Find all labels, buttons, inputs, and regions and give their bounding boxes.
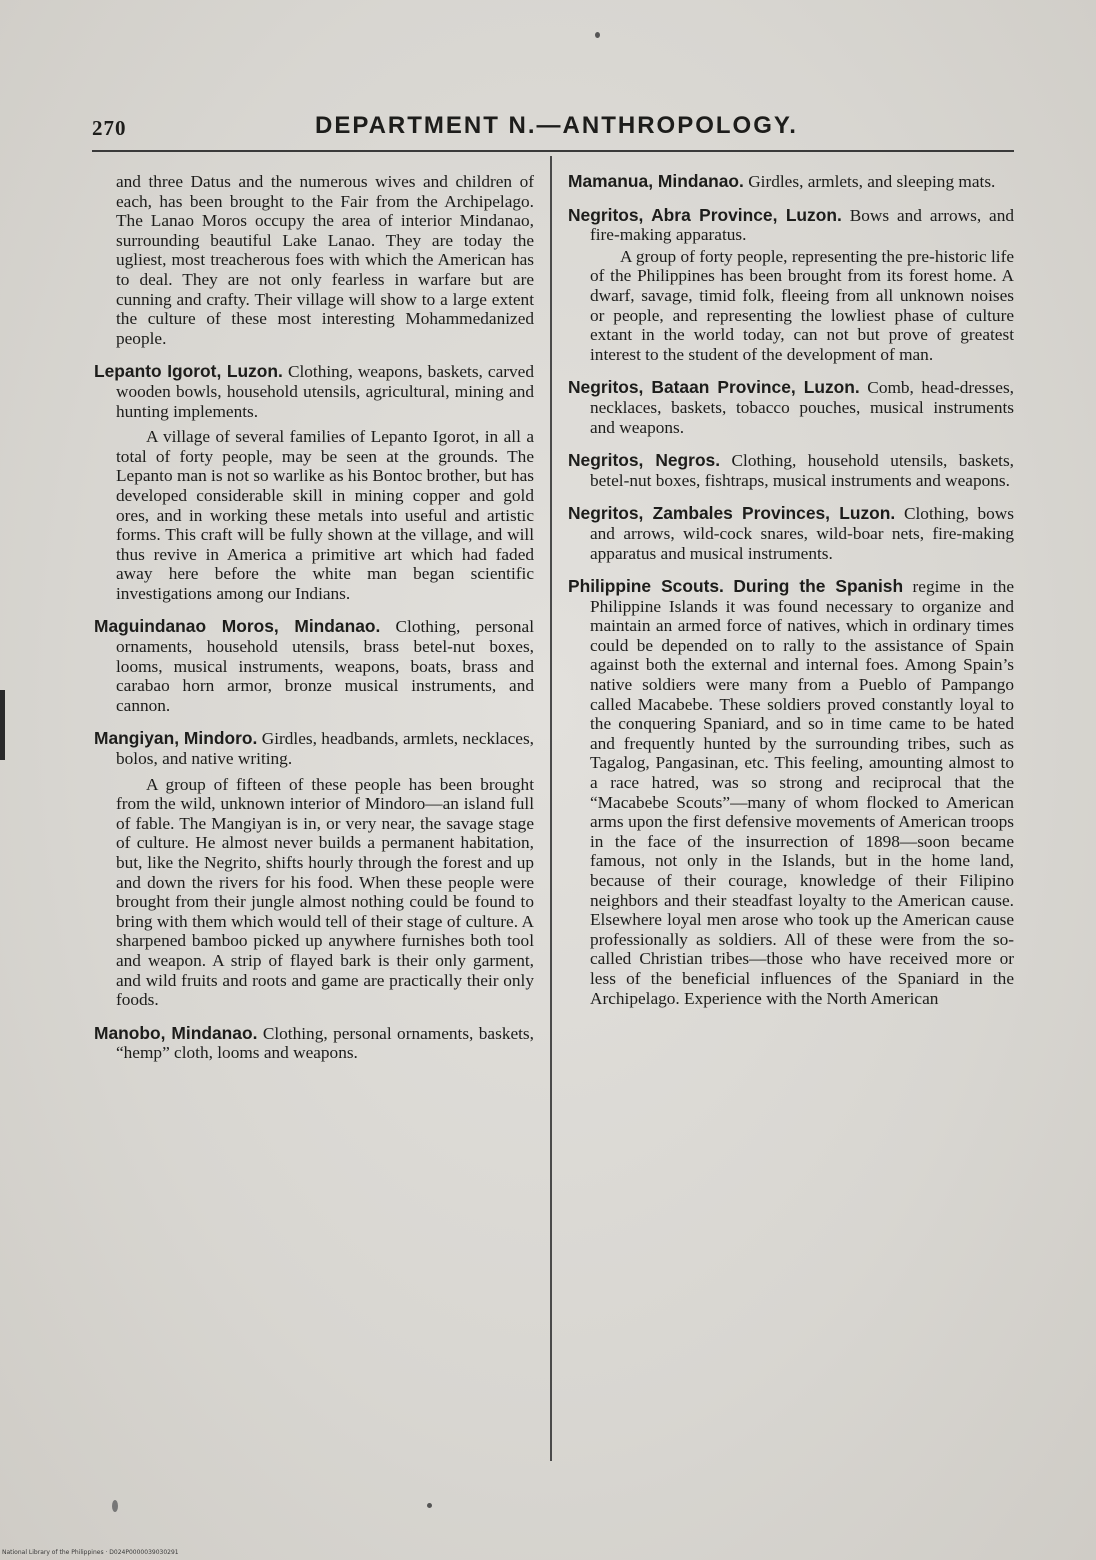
- digitization-credit: National Library of the Philippines · D024P0000039030291: [2, 1549, 179, 1556]
- scan-edge-mark: [0, 690, 5, 760]
- scan-speck: [595, 32, 600, 38]
- entry-paragraph: A group of forty people, representing the pre-historic life of the Philippines has been brought from its forest home. A dwarf, savage, timid folk, fleeing from all unknown noises or people, and representing the lowliest phase of culture extant in the world today, can not but prove of greatest interest to the student of the development of man.: [590, 246, 1014, 364]
- entry-heading: Manobo, Mindanao.: [94, 1022, 258, 1043]
- catalog-entry-philippine-scouts: [568, 577, 1014, 1008]
- intro-text: and three Datus and the numerous wives and children of each, has been brought to the Fair from the Archipelago. The Lanao Moros occupy the area of interior Mindanao, surrounding beautiful Lake Lanao. They are today the ugliest, most treacherous foes with which the American has to deal. They are not only fearless in warfare but are cunning and crafty. Their village will show to a large extent the culture of these most interesting Mohammedanized people.: [116, 172, 534, 348]
- catalog-entry-negritos-bataan: [568, 378, 1014, 437]
- column-divider: [550, 156, 552, 1461]
- entry-heading: Negritos, Abra Province, Luzon.: [568, 204, 842, 225]
- entry-text: Girdles, armlets, and sleeping mats.: [748, 172, 996, 191]
- intro-paragraph: [94, 172, 534, 348]
- catalog-entry-lepanto: [94, 362, 534, 603]
- entry-text: During the Spanish regime in the Philippine Islands it was found necessary to organize and maintain an armed force of natives, which in ordinary times could be depended on to rally to the assistance of Spain against both the external and internal foes. Among Spain’s native soldiers were many from a Pueblo of Pampango called Macabebe. These soldiers proved constantly loyal to the conquering Spaniard, and so in time came to be hated and frequently hunted by the surrounding tribes, such as Tagalog, Pangasinan, etc. This feeling, amounting almost to a race hatred, was so strong and reciprocal that the “Macabebe Scouts”—many of whom flocked to American arms upon the first defensive movements of American troops in the face of the insurrection of 1898—soon became famous, not only in the Islands, but in the home land, because of their courage, knowledge of their Filipino neighbors and their steadfast loyalty to the American cause. Elsewhere loyal men arose who took up the American cause professionally as soldiers. All of these were from the so-called Christian tribes—those who have received more or less of the beneficial influences of the Spaniard in the Archipelago. Experience with the North American: [590, 576, 1015, 1008]
- catalog-entry-manobo: [94, 1024, 534, 1063]
- entry-heading: Lepanto Igorot, Luzon.: [94, 361, 283, 382]
- entry-heading: Negritos, Zambales Provinces, Luzon.: [568, 503, 896, 524]
- entry-heading: Mangiyan, Mindoro.: [94, 728, 258, 749]
- entry-heading: Mamanua, Mindanao.: [568, 171, 744, 191]
- catalog-entry-mamanua: [568, 172, 1014, 192]
- entry-heading: Maguindanao Moros, Mindanao.: [94, 616, 381, 637]
- catalog-entry-maguindanao: [94, 617, 534, 715]
- entry-text: Clothing, household utensils, baskets, betel-nut boxes, fishtraps, musical instruments and weapons.: [590, 451, 1014, 490]
- entry-heading: Philippine Scouts.: [568, 576, 724, 597]
- entry-heading: Negritos, Negros.: [568, 450, 721, 471]
- scan-speck: [112, 1500, 118, 1512]
- entry-text: Clothing, weapons, baskets, carved wooden bowls, household utensils, agricultural, mining and hunting implements.: [116, 362, 534, 421]
- entry-text: Clothing, personal ornaments, baskets, “hemp” cloth, looms and weapons.: [116, 1023, 534, 1063]
- right-column: [568, 172, 1014, 1022]
- catalog-entry-mangiyan: [94, 729, 534, 1009]
- entry-text: Comb, head-dresses, necklaces, baskets, tobacco pouches, musical instruments and weapons.: [590, 378, 1014, 437]
- entry-paragraph: A group of fifteen of these people has been brought from the wild, unknown interior of Mindoro—an island full of fable. The Mangiyan is in, or very near, the savage stage of culture. He almost never builds a permanent habitation, but, like the Negrito, shifts hourly through the forest and up and down the rivers for his food. When these people were brought from their jungle almost nothing could be found to bring with them which would tell of their stage of culture. A sharpened bamboo picked up anywhere furnishes both tool and weapon. A strip of flayed bark is their only garment, and wild fruits and roots and game are practically their only foods.: [116, 774, 534, 1010]
- entry-text: Clothing, personal ornaments, household utensils, brass betel-nut boxes, looms, musical instruments, weapons, boats, brass and carabao horn armor, bronze musical instruments, and cannon.: [116, 617, 534, 715]
- entry-heading: Negritos, Bataan Province, Luzon.: [568, 377, 860, 398]
- catalog-entry-negritos-zambales: [568, 504, 1014, 563]
- catalog-entry-negritos-negros: [568, 451, 1014, 490]
- page-header: [90, 112, 1020, 146]
- entry-paragraph: A village of several families of Lepanto Igorot, in all a total of forty people, may be seen at the grounds. The Lepanto man is not so warlike as his Bontoc brother, but has developed considerable skill in mining copper and gold ores, and in working these metals into useful and artistic forms. This craft will be fully shown at the village, and will thus revive in America a primitive art which had faded away here before the white man began scientific investigations among our Indians.: [116, 427, 534, 603]
- left-column: [94, 172, 534, 1077]
- header-rule: [92, 150, 1014, 152]
- entry-text-lead: During the Spanish: [733, 576, 904, 597]
- entry-text: Bows and arrows, and fire-making apparatus.: [590, 205, 1014, 245]
- running-title: DEPARTMENT N.—ANTHROPOLOGY.: [315, 112, 798, 139]
- page-number: 270: [92, 116, 127, 140]
- scan-speck: [427, 1503, 432, 1508]
- entry-text: Clothing, bows and arrows, wild-cock snares, wild-boar nets, fire-making apparatus and musical instruments.: [590, 504, 1014, 563]
- entry-text: Girdles, headbands, armlets, necklaces, bolos, and native writing.: [116, 729, 534, 769]
- catalog-entry-negritos-abra: [568, 206, 1014, 365]
